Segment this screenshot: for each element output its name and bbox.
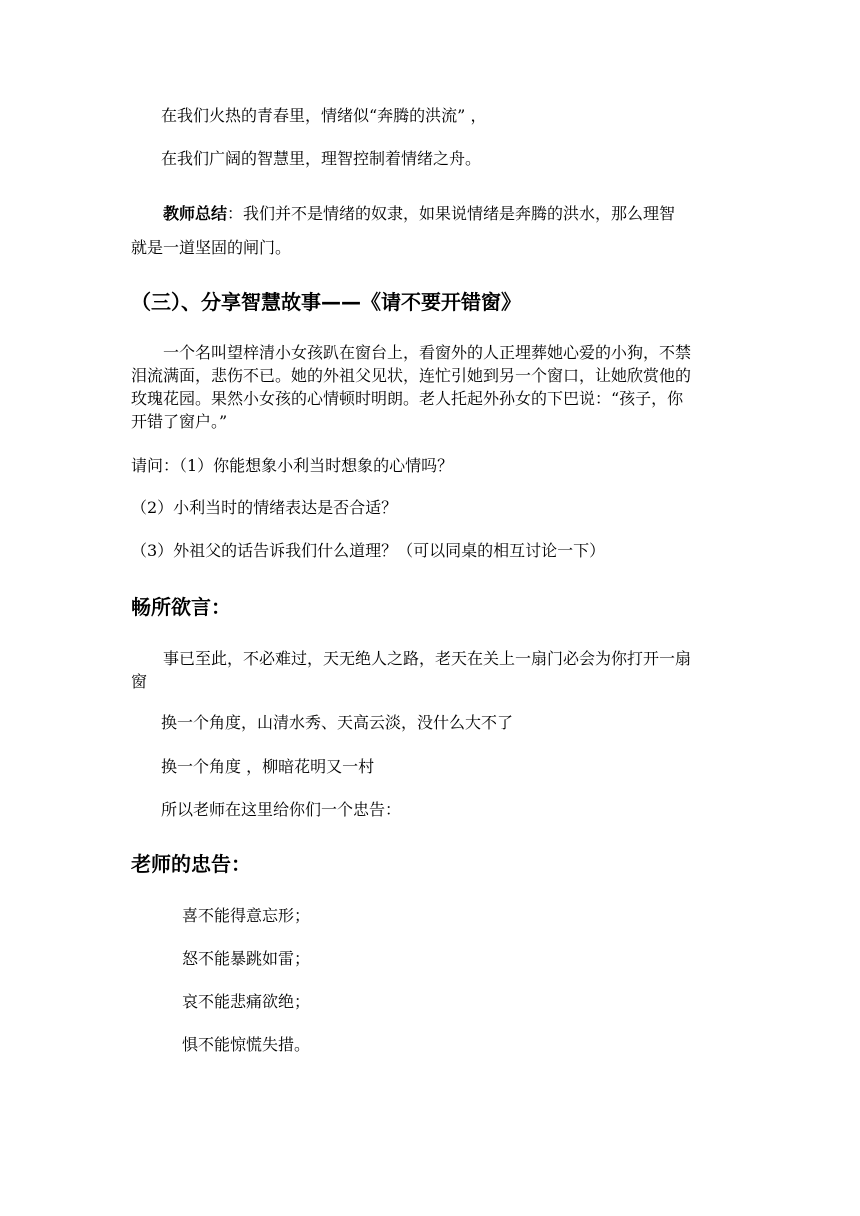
story-line-3: 玫瑰花园。果然小女孩的心情顿时明朗。老人托起外孙女的下巴说：“孩子，你	[131, 389, 684, 408]
advice-line-4: 惧不能惊慌失措。	[182, 1035, 311, 1054]
story-line-4: 开错了窗户。”	[131, 412, 228, 431]
question-2: （2）小利当时的情绪表达是否合适？	[131, 498, 398, 517]
section3-heading: （三）、分享智慧故事——《请不要开错窗》	[131, 290, 521, 314]
intro-line-2: 在我们广阔的智慧里，理智控制着情绪之舟。	[161, 149, 482, 168]
advice-heading: 老师的忠告：	[131, 852, 251, 876]
question-3: （3）外祖父的话告诉我们什么道理？（可以同桌的相互讨论一下）	[131, 541, 606, 560]
teacher-summary-label: 教师总结	[163, 204, 228, 223]
story-line-2: 泪流满面，悲伤不已。她的外祖父见状，连忙引她到另一个窗口，让她欣赏他的	[131, 366, 692, 385]
teacher-summary-line-1	[163, 204, 675, 224]
advice-line-3: 哀不能悲痛欲绝；	[182, 992, 311, 1011]
teacher-summary-line-2: 就是一道坚固的闸门。	[131, 238, 292, 257]
speak-line-5: 所以老师在这里给你们一个忠告：	[161, 800, 402, 819]
speak-line-3: 换一个角度，山清水秀、天高云淡，没什么大不了	[161, 713, 514, 732]
advice-line-1: 喜不能得意忘形；	[182, 906, 311, 925]
speak-freely-heading: 畅所欲言：	[131, 595, 231, 619]
speak-line-1: 事已至此，不必难过，天无绝人之路，老天在关上一扇门必会为你打开一扇	[163, 649, 692, 668]
story-line-1: 一个名叫望梓清小女孩趴在窗台上，看窗外的人正埋葬她心爱的小狗，不禁	[163, 343, 692, 362]
intro-line-1: 在我们火热的青春里，情绪似“奔腾的洪流” ，	[161, 106, 487, 125]
teacher-summary-text: ：我们并不是情绪的奴隶，如果说情绪是奔腾的洪水，那么理智	[227, 204, 676, 223]
speak-line-4: 换一个角度 ，柳暗花明又一村	[161, 757, 375, 776]
advice-line-2: 怒不能暴跳如雷；	[182, 949, 311, 968]
speak-line-2: 窗	[131, 672, 148, 691]
question-1: 请问：（1）你能想象小利当时想象的心情吗？	[131, 456, 454, 475]
